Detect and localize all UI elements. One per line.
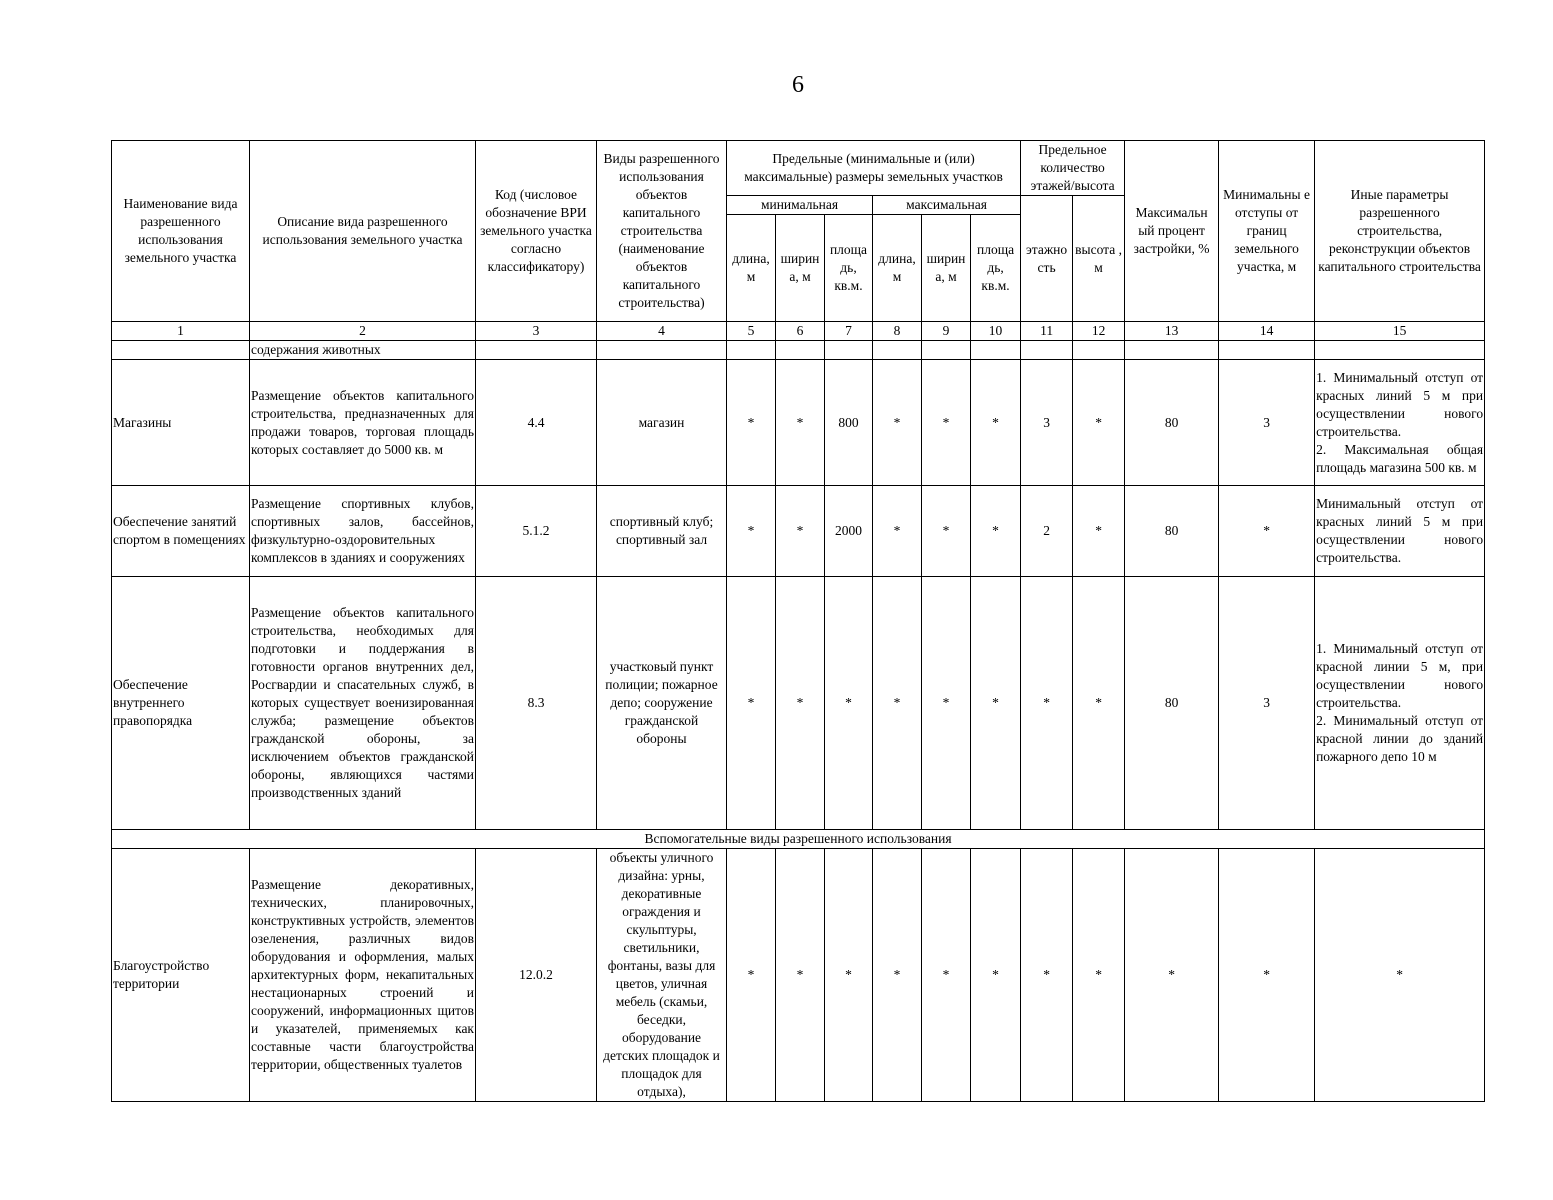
other-params: 1. Минимальный отступ от красных линий 5 м при осуществлении нового строительства. 2. Максимальная общая площадь магазина 500 кв. м [1315,360,1485,486]
max-percent: 80 [1125,360,1219,486]
table-row [112,849,1485,1102]
use-kinds: объекты уличного дизайна: урны, декоративные ограждения и скульптуры, светильники, фонтаны, вазы для цветов, уличная мебель (скамьи, беседки, оборудование детских площадок и площадок для отдыха), [597,849,727,1102]
min-area: * [825,577,873,830]
header-min-length: длина, м [727,215,776,322]
header-floors-group: Предельное количество этажей/высота [1021,141,1125,196]
min-width: * [776,486,825,577]
max-width: * [922,577,971,830]
other-params: Минимальный отступ от красных линий 5 м при осуществлении нового строительства. [1315,486,1485,577]
use-name: Обеспечение занятий спортом в помещениях [112,486,250,577]
header-max-area: площа дь, кв.м. [971,215,1021,322]
use-kinds: магазин [597,360,727,486]
min-length: * [727,486,776,577]
column-number: 1 [112,322,250,341]
column-number: 6 [776,322,825,341]
floors: * [1021,577,1073,830]
use-kinds: спортивный клуб; спортивный зал [597,486,727,577]
table-row [112,577,1485,830]
max-percent: * [1125,849,1219,1102]
other-params: * [1315,849,1485,1102]
continuation-text: содержания животных [250,341,476,360]
column-number: 14 [1219,322,1315,341]
header-max-width: ширин а, м [922,215,971,322]
header-max-percent: Максимальн ый процент застройки, % [1125,141,1219,322]
height: * [1073,486,1125,577]
use-description: Размещение спортивных клубов, спортивных залов, бассейнов, физкультурно-оздоровительных комплексов в зданиях и сооружениях [250,486,476,577]
max-percent: 80 [1125,577,1219,830]
max-length: * [873,577,922,830]
land-use-regulations-table [111,140,1485,1102]
header-minimal: минимальная [727,196,873,215]
header-max-length: длина, м [873,215,922,322]
column-number: 2 [250,322,476,341]
use-kinds: участковый пункт полиции; пожарное депо; сооружение гражданской обороны [597,577,727,830]
setback: 3 [1219,577,1315,830]
use-name: Магазины [112,360,250,486]
column-number: 3 [476,322,597,341]
use-description: Размещение объектов капитального строительства, необходимых для подготовки и поддержания в готовности органов внутренних дел, Росгвардии и спасательных служб, в которых существует военизированная служба; размещение объектов гражданской обороны, за исключением объектов гражданской обороны, являющихся частями производственных зданий [250,577,476,830]
max-percent: 80 [1125,486,1219,577]
max-area: * [971,849,1021,1102]
min-length: * [727,360,776,486]
column-number: 10 [971,322,1021,341]
table-row [112,486,1485,577]
min-area: 800 [825,360,873,486]
column-number: 12 [1073,322,1125,341]
header-kinds: Виды разрешенного использования объектов капитального строительства (наименование объектов капитального строительства) [597,141,727,322]
setback: * [1219,849,1315,1102]
height: * [1073,849,1125,1102]
use-name: Благоустройство территории [112,849,250,1102]
min-length: * [727,849,776,1102]
floors: 2 [1021,486,1073,577]
use-code: 12.0.2 [476,849,597,1102]
header-min-width: ширин а, м [776,215,825,322]
max-width: * [922,360,971,486]
other-params: 1. Минимальный отступ от красной линии 5 м, при осуществлении нового строительства. 2. Минимальный отступ от красной линии до зданий пожарного депо 10 м [1315,577,1485,830]
header-description: Описание вида разрешенного использования земельного участка [250,141,476,322]
column-number: 13 [1125,322,1219,341]
column-number: 8 [873,322,922,341]
min-area: 2000 [825,486,873,577]
header-min-area: площа дь, кв.м. [825,215,873,322]
header-code: Код (числовое обозначение ВРИ земельного участка согласно классификатору) [476,141,597,322]
min-area: * [825,849,873,1102]
setback: * [1219,486,1315,577]
section-row [112,830,1485,849]
table-row [112,360,1485,486]
floors: 3 [1021,360,1073,486]
page-number: 6 [792,72,804,98]
max-width: * [922,849,971,1102]
use-code: 8.3 [476,577,597,830]
column-number-row [112,322,1485,341]
header-maximal: максимальная [873,196,1021,215]
setback: 3 [1219,360,1315,486]
use-code: 5.1.2 [476,486,597,577]
column-number: 7 [825,322,873,341]
column-number: 11 [1021,322,1073,341]
height: * [1073,577,1125,830]
min-width: * [776,849,825,1102]
min-width: * [776,360,825,486]
header-other: Иные параметры разрешенного строительства, реконструкции объектов капитального строительства [1315,141,1485,322]
max-area: * [971,486,1021,577]
min-width: * [776,577,825,830]
floors: * [1021,849,1073,1102]
column-number: 15 [1315,322,1485,341]
max-length: * [873,360,922,486]
header-name: Наименование вида разрешенного использования земельного участка [112,141,250,322]
column-number: 4 [597,322,727,341]
max-length: * [873,486,922,577]
header-height: высота , м [1073,196,1125,322]
section-title: Вспомогательные виды разрешенного использования [112,830,1485,849]
header-floors: этажно сть [1021,196,1073,322]
use-code: 4.4 [476,360,597,486]
max-length: * [873,849,922,1102]
max-area: * [971,577,1021,830]
use-description: Размещение объектов капитального строительства, предназначенных для продажи товаров, торговая площадь которых составляет до 5000 кв. м [250,360,476,486]
column-number: 9 [922,322,971,341]
max-area: * [971,360,1021,486]
min-length: * [727,577,776,830]
continuation-row [112,341,1485,360]
height: * [1073,360,1125,486]
use-name: Обеспечение внутреннего правопорядка [112,577,250,830]
header-row-1 [112,141,1485,196]
max-width: * [922,486,971,577]
column-number: 5 [727,322,776,341]
header-limits-group: Предельные (минимальные и (или) максимальные) размеры земельных участков [727,141,1021,196]
header-min-setback: Минимальны е отступы от границ земельного участка, м [1219,141,1315,322]
use-description: Размещение декоративных, технических, планировочных, конструктивных устройств, элементов озеленения, различных видов оборудования и оформления, малых архитектурных форм, некапитальных нестационарных строений и сооружений, информационных щитов и указателей, применяемых как составные части благоустройства территории, общественных туалетов [250,849,476,1102]
